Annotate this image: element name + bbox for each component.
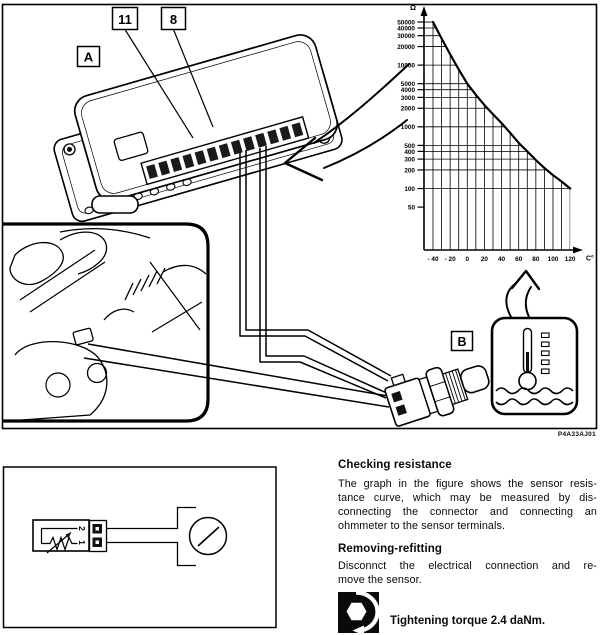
callout-8 [162,8,186,30]
y-tick-label: 40000 [397,25,415,33]
y-tick-label: 400 [404,148,415,156]
x-tick-label: 120 [564,256,576,263]
callout-11 [113,8,138,30]
resistance-temperature-chart [397,3,594,263]
callout-A-label: A [83,49,94,65]
removing-refitting-heading: Removing-refitting [338,543,443,555]
y-tick-label: 300 [404,156,415,164]
torque-icon [338,592,379,635]
paragraph-line: Disconnct the electrical connection and re- [338,560,597,572]
engine-bay-inset [3,224,208,421]
y-tick-label: 3000 [400,94,415,102]
x-tick-label: 60 [515,256,523,263]
removing-refitting-paragraph [338,559,597,587]
callout-B [452,332,473,351]
y-axis-unit-label: Ω [409,3,416,12]
y-tick-label: 50 [407,204,415,212]
x-tick-label: 40 [498,256,506,263]
y-tick-label: 100 [404,185,415,193]
y-tick-label: 30000 [397,33,415,41]
chart-grid [424,20,577,250]
y-tick-label: 5000 [400,81,415,89]
y-tick-label: 500 [404,142,415,150]
x-tick-label: 20 [480,256,488,263]
x-tick-label: - 40 [427,256,439,263]
x-tick-label: - 20 [444,256,456,263]
paragraph-line: ohmmeter to the sensor terminals. [338,520,506,532]
y-tick-label: 50000 [397,19,415,27]
x-tick-label: 100 [547,256,559,263]
pictogram-to-graph-arrow [506,271,539,317]
callout-B-label: B [457,335,467,349]
callout-8-label: 8 [169,12,178,27]
measurement-schematic [4,467,277,628]
schematic-frame [4,467,277,628]
checking-resistance-heading: Checking resistance [338,459,452,471]
y-tick-label: 10000 [397,62,415,70]
x-tick-label: 80 [532,256,540,263]
paragraph-line: The graph in the figure shows the sensor resis- [338,478,597,490]
coolant-thermometer-pictogram [492,318,577,414]
paragraph-line: tance curve, which may be measured by dis- [338,492,597,504]
paragraph-line: connecting the connector and connecting an [338,506,597,518]
tightening-torque-note: Tightening torque 2.4 daNm. [390,615,546,627]
thermistor-symbol [42,529,83,550]
terminal-2-label: 2 [77,526,87,531]
x-tick-label: 0 [465,256,470,263]
figure-code: P4A33AJ01 [557,431,596,438]
terminal-1-label: 1 [77,540,87,545]
ecu-mount-tab [92,196,138,213]
x-axis-unit-label: C° [586,255,594,263]
y-tick-label: 2000 [400,105,415,113]
y-tick-label: 4000 [400,87,415,95]
checking-resistance-paragraph [338,477,597,533]
paragraph-line: move the sensor. [338,574,422,586]
callout-A [78,47,100,67]
y-tick-label: 1000 [400,124,415,132]
y-tick-label: 20000 [397,43,415,51]
y-tick-label: 200 [404,167,415,175]
callout-11-label: 11 [118,12,132,27]
temp-sensor-illustration [382,350,495,431]
